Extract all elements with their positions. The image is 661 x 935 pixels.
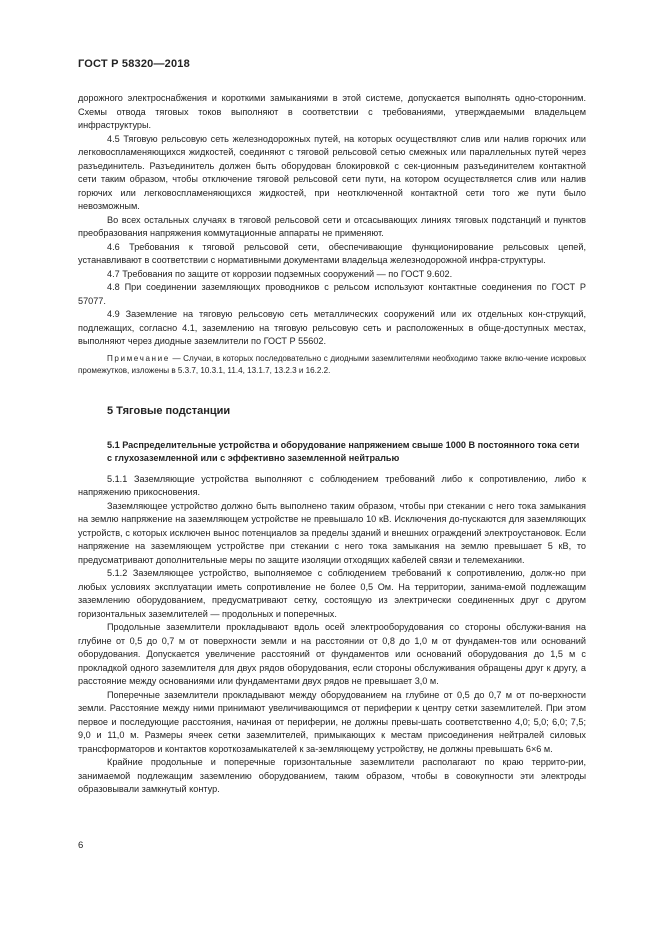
paragraph: 5.1.1 Заземляющие устройства выполняют с соблюдением требований либо к сопротивлению, либо к напряжению прикосновения. xyxy=(78,473,586,497)
note-text: — Случаи, в которых последовательно с диодными заземлителями необходимо также вклю-чение искровых промежутков, изложены в 5.3.7, 10.3.1, 11.4, 13.1.7, 13.2.3 и 16.2.2. xyxy=(78,353,586,375)
document-header: ГОСТ Р 58320—2018 xyxy=(78,58,190,70)
paragraph: 4.8 При соединении заземляющих проводников с рельсом используют контактные соединения по ГОСТ Р 57077. xyxy=(78,282,586,306)
paragraph: 4.9 Заземление на тяговую рельсовую сеть металлических сооружений или их отдельных кон-струкций, подлежащих, согласно 4.1, заземлению на тяговую рельсовую сеть и расположенных в обще-доступных местах, выполняют через диодные заземлители по ГОСТ Р 55602. xyxy=(78,309,586,346)
document-body xyxy=(78,92,586,797)
paragraph: дорожного электроснабжения и короткими замыканиями в этой системе, допускается выполнять одно-сторонним. Схемы отвода тяговых токов выполняют в соответствии с требованиями, утверждаемыми владельцем инфраструктуры. xyxy=(78,93,586,130)
subsection-title: 5.1 Распределительные устройства и оборудование напряжением свыше 1000 В постоянного тока сети с глухозаземленной или с эффективно заземленной нейтралью xyxy=(107,439,580,463)
paragraph: Поперечные заземлители прокладывают между оборудованием на глубине от 0,5 до 0,7 м от по-верхности земли. Расстояние между ними принимают увеличивающимся от периферии к центру сетки заземлителей. При этом первое и последующие расстояния, начиная от периферии, не должны превы-шать соответственно 4,0; 5,0; 6,0; 7,5; 9,0 и 11,0 м. Размеры ячеек сетки заземлителей, примыкающих к местам присоединения нейтралей силовых трансформаторов и контактов короткозамыкателей к за-земляющему устройству, не должны превышать 6×6 м. xyxy=(78,689,586,754)
paragraph: 5.1.2 Заземляющее устройство, выполняемое с соблюдением требований к сопротивлению, долж-но при любых условиях эксплуатации иметь сопротивление не более 0,5 Ом. На территории, занима-емой подлежащим заземлению оборудованием, предусматривают сетку, состоящую из электрически соединенных друг с другом горизонтальных заземлителей — продольных и поперечных. xyxy=(78,568,586,619)
paragraph: Крайние продольные и поперечные горизонтальные заземлители располагают по краю террито-рии, занимаемой подлежащим заземлению оборудованием, таким образом, чтобы в совокупности эти электроды образовывали замкнутый контур. xyxy=(78,757,586,794)
section-title: 5 Тяговые подстанции xyxy=(107,404,231,417)
paragraph: Во всех остальных случаях в тяговой рельсовой сети и отсасывающих линиях тяговых подстанций и пунктов преобразования напряжения коммутационные аппараты не применяют. xyxy=(78,214,586,238)
paragraph: Заземляющее устройство должно быть выполнено таким образом, чтобы при стекании с него тока замыкания на землю напряжение на заземляющем устройстве не превышало 10 кВ. Исключения до-пускаются для заземляющих устройств, с которых исключен вынос потенциалов за пределы зданий и внешних ограждений электроустановок. Если напряжение на заземляющем устройстве при стекании с него тока замыкания на землю превышает 5 кВ, то предусматривают дополнительные меры по защите изоляции отходящих кабелей связи и телемеханики. xyxy=(78,500,586,565)
paragraph: 4.6 Требования к тяговой рельсовой сети, обеспечивающие функционирование рельсовых цепей, устанавливают в соответствии с нормативными документами владельца железнодорожной инфра-структуры. xyxy=(78,241,586,265)
note xyxy=(78,353,586,377)
note-label: Примечание xyxy=(107,353,170,363)
page-number: 6 xyxy=(78,840,84,851)
paragraph: 4.7 Требования по защите от коррозии подземных сооружений — по ГОСТ 9.602. xyxy=(107,268,453,279)
paragraph: 4.5 Тяговую рельсовую сеть железнодорожных путей, на которых осуществляют слив или налив горючих или легковоспламеняющихся жидкостей, соединяют с тяговой рельсовой сетью смежных или параллельных путей через разъединитель. Разъединитель должен быть оборудован блокировкой с сек-ционным разъединителем контактной сети таким образом, чтобы отключение тяговой рельсовой сети пути, на котором осуществляется слив или налив горючих или легковоспламеняющихся жидкостей, при неотключенной контактной сети того же пути было невозможным. xyxy=(78,133,586,211)
paragraph: Продольные заземлители прокладывают вдоль осей электрооборудования со стороны обслужи-вания на глубине от 0,5 до 0,7 м от поверхности земли и на расстоянии от 0,8 до 1,0 м от фундамен-тов или оснований оборудования. Допускается увеличение расстояний от фундаментов или оснований оборудования до 1,5 м с прокладкой одного заземлителя для двух рядов оборудования, если стороны обслуживания обращены друг к другу, а расстояние между основаниями или фундаментами двух рядов не превышает 3,0 м. xyxy=(78,622,586,686)
